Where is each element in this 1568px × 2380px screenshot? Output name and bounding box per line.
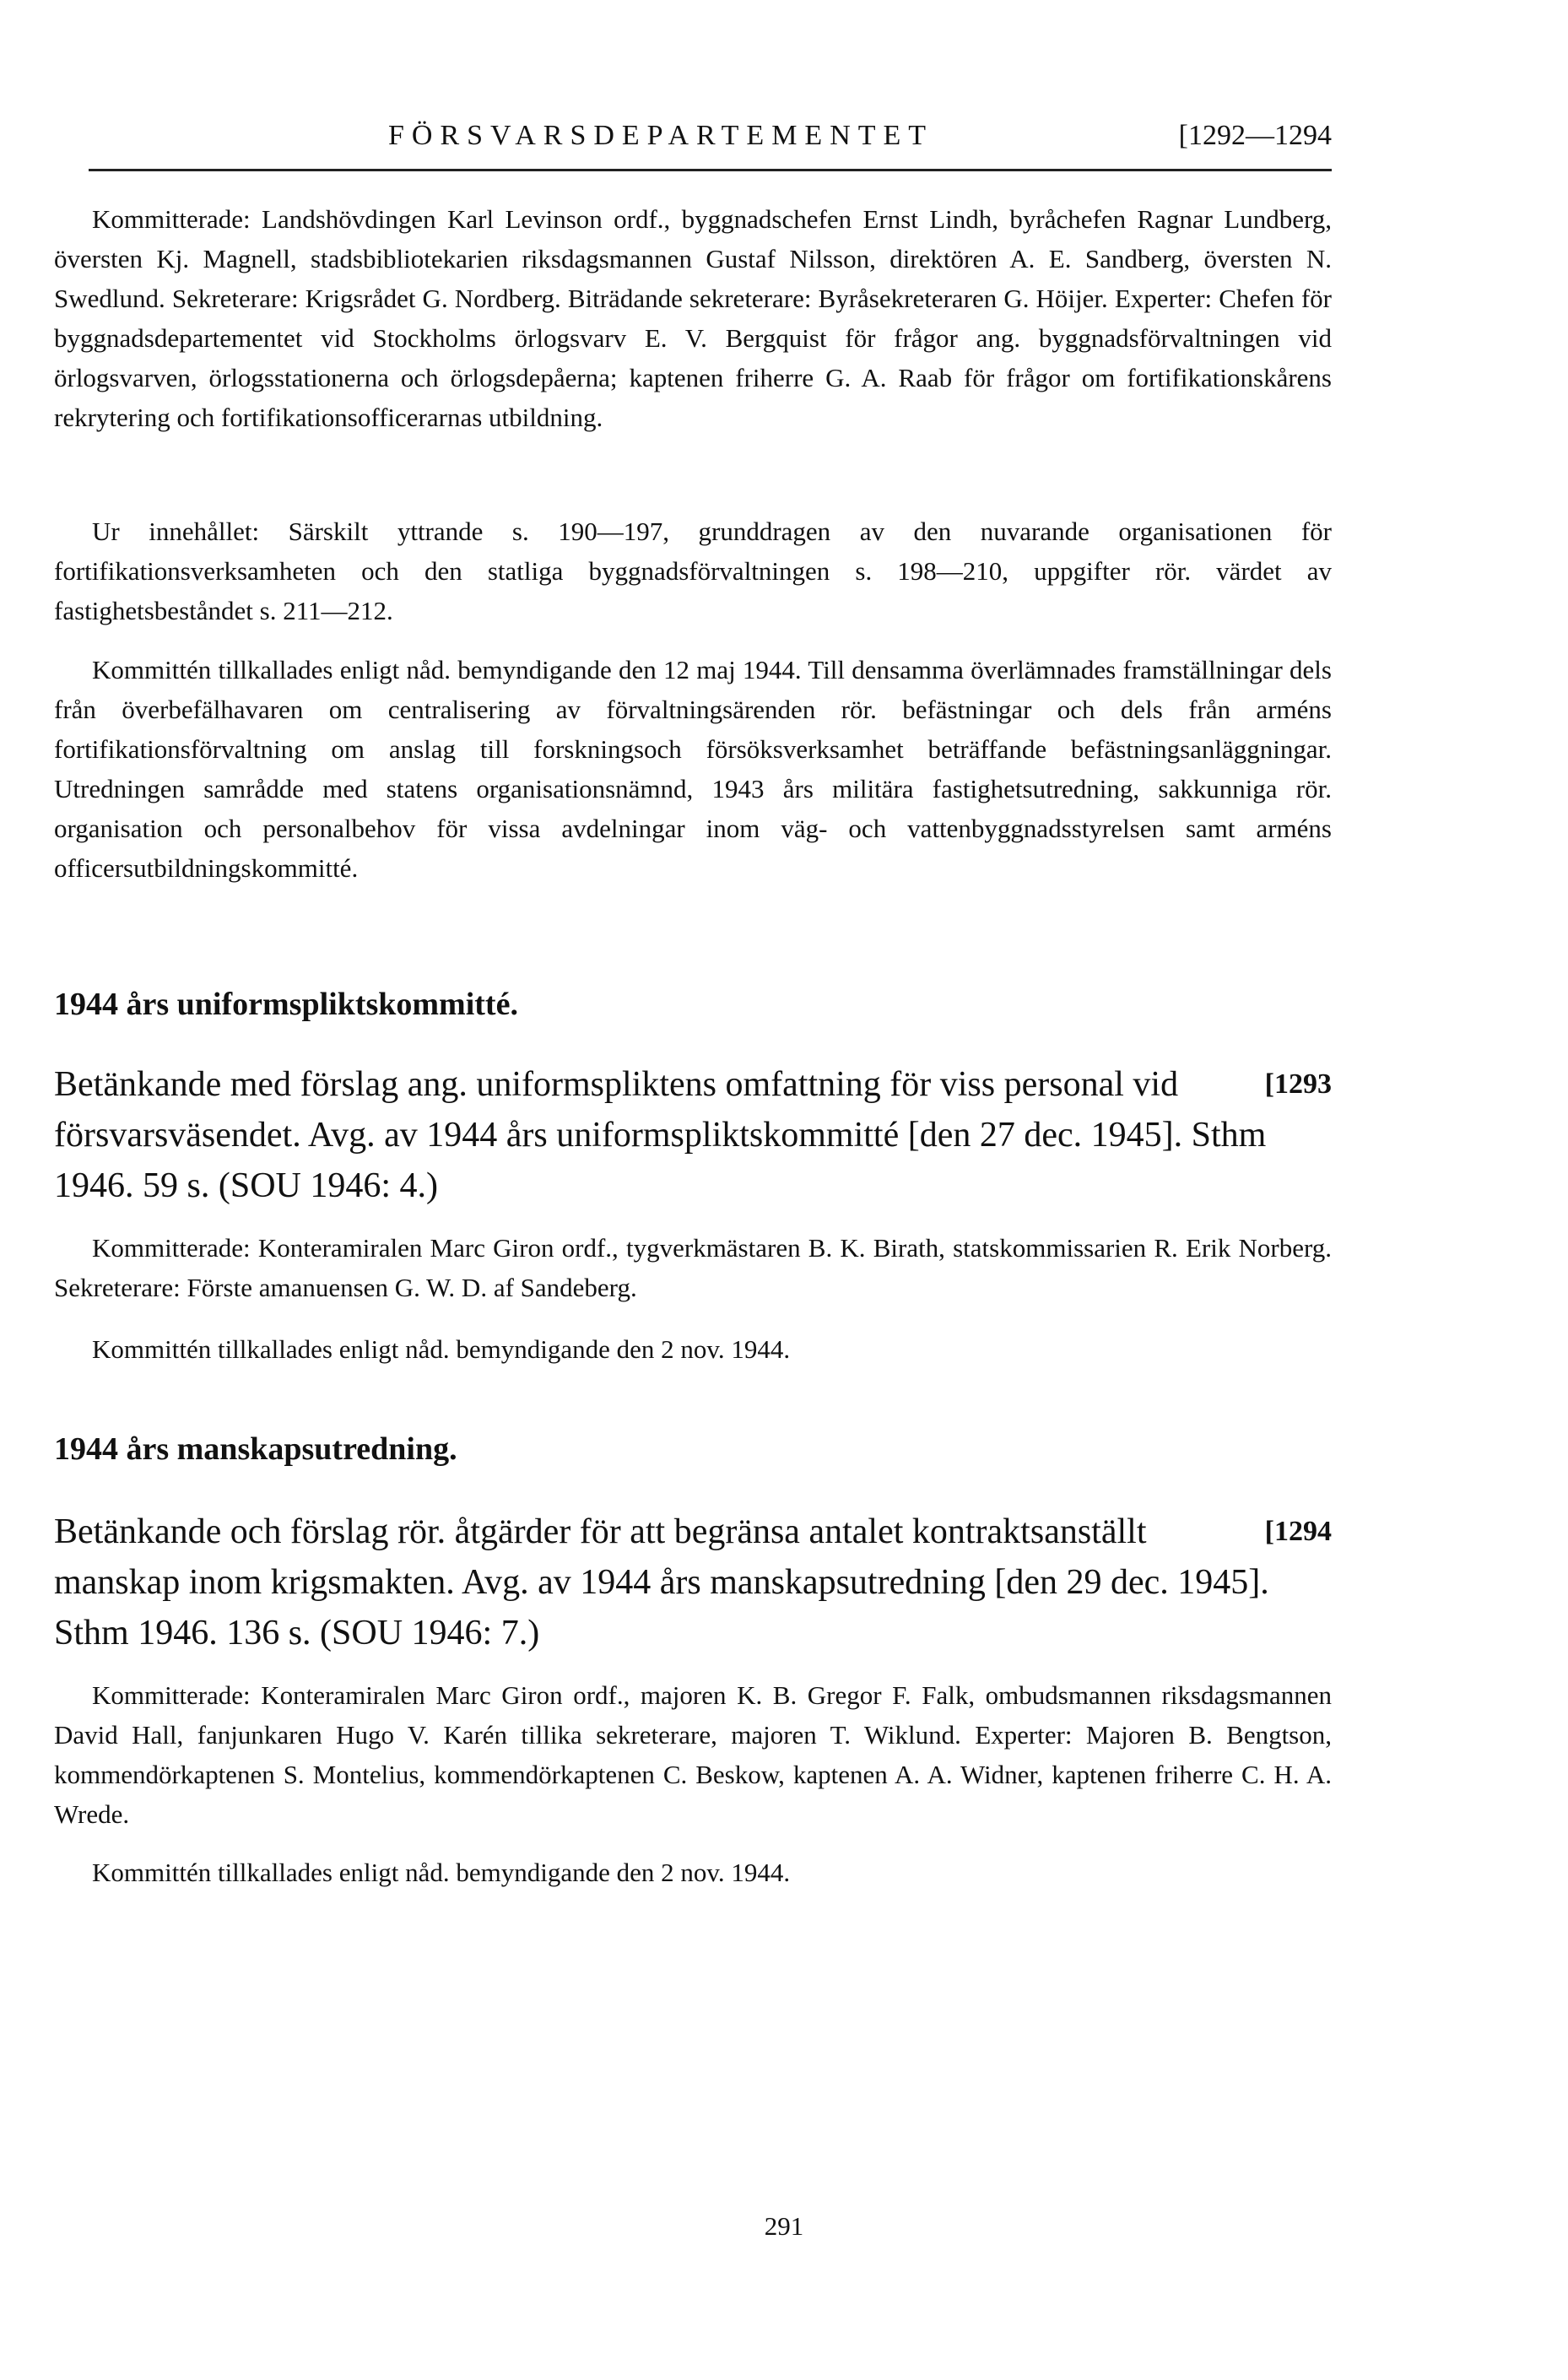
report-ref-manskap: [1294 bbox=[1264, 1516, 1332, 1547]
header-rule bbox=[89, 169, 1332, 171]
section-heading-uniform: 1944 års uniformspliktskommitté. bbox=[54, 987, 518, 1022]
section-heading-manskap: 1944 års manskapsutredning. bbox=[54, 1431, 457, 1467]
paragraph-uniform-members: Kommitterade: Konteramiralen Marc Giron ordf., tygverkmästaren B. K. Birath, statskommissarien R. Erik Norberg. Sekreterare: Förste amanuensen G. W. D. af Sandeberg. bbox=[54, 1233, 1332, 1302]
paragraph-appointment: Kommittén tillkallades enligt nåd. bemyndigande den 12 maj 1944. Till densamma överlämnades framställningar dels från överbefälhavaren om centralisering av förvaltningsärenden rör. befästningar och dels från arméns fortifikationsförvaltning om anslag till forskningsoch försöksverksamhet beträffande befästningsanläggningar. Utredningen samrådde med statens organisationsnämnd, 1943 års militära fastighetsutredning, sakkunniga rör. organisation och personalbehov för vissa avdelningar inom väg- och vattenbyggnadsstyrelsen samt arméns officersutbildningskommitté. bbox=[54, 655, 1332, 883]
report-title-uniform bbox=[54, 1059, 1332, 1211]
paragraph-contents: Ur innehållet: Särskilt yttrande s. 190—197, grunddragen av den nuvarande organisationen för fortifikationsverksamheten och den statliga byggnadsförvaltningen s. 198—210, uppgifter rör. värdet av fastighetsbeståndet s. 211—212. bbox=[54, 517, 1332, 625]
report-title-text-manskap: Betänkande och förslag rör. åtgärder för att begränsa antalet kontraktsanställt manskap inom krigsmakten. Avg. av 1944 års manskapsutredning [den 29 dec. 1945]. Sthm 1946. 136 s. (SOU 1946: 7.) bbox=[54, 1512, 1269, 1652]
running-header-range: [1292—1294 bbox=[1178, 120, 1332, 151]
page-number: 291 bbox=[764, 2211, 804, 2241]
report-title-text-uniform: Betänkande med förslag ang. uniformspliktens omfattning för viss personal vid försvarsväsendet. Avg. av 1944 års uniformspliktskommitté [den 27 dec. 1945]. Sthm 1946. 59 s. (SOU 1946: 4.) bbox=[54, 1065, 1267, 1205]
paragraph-committee-members: Kommitterade: Landshövdingen Karl Levinson ordf., byggnadschefen Ernst Lindh, byråchefen Ragnar Lundberg, översten Kj. Magnell, stadsbibliotekarien riksdagsmannen Gustaf Nilsson, direktören A. E. Sandberg, översten N. Swedlund. Sekreterare: Krigsrådet G. Nordberg. Biträdande sekreterare: Byråsekreteraren G. Höijer. Experter: Chefen för byggnadsdepartementet vid Stockholms örlogsvarv E. V. Bergquist för frågor ang. byggnadsförvaltningen vid örlogsvarven, örlogsstationerna och örlogsdepåerna; kaptenen friherre G. A. Raab för frågor om fortifikationskårens rekrytering och fortifikationsofficerarnas utbildning. bbox=[54, 204, 1332, 432]
report-ref-uniform: [1293 bbox=[1264, 1068, 1332, 1100]
paragraph-uniform-appointment: Kommittén tillkallades enligt nåd. bemyndigande den 2 nov. 1944. bbox=[92, 1334, 791, 1364]
paragraph-manskap-appointment: Kommittén tillkallades enligt nåd. bemyndigande den 2 nov. 1944. bbox=[92, 1858, 791, 1887]
paragraph-manskap-members: Kommitterade: Konteramiralen Marc Giron ordf., majoren K. B. Gregor F. Falk, ombudsmannen riksdagsmannen David Hall, fanjunkaren Hugo V. Karén tillika sekreterare, majoren T. Wiklund. Experter: Majoren B. Bengtson, kommendörkaptenen S. Montelius, kommendörkaptenen C. Beskow, kaptenen A. A. Widner, kaptenen friherre C. H. A. Wrede. bbox=[54, 1680, 1332, 1829]
running-header-title: FÖRSVARSDEPARTEMENTET bbox=[388, 120, 934, 151]
report-title-manskap bbox=[54, 1506, 1332, 1658]
